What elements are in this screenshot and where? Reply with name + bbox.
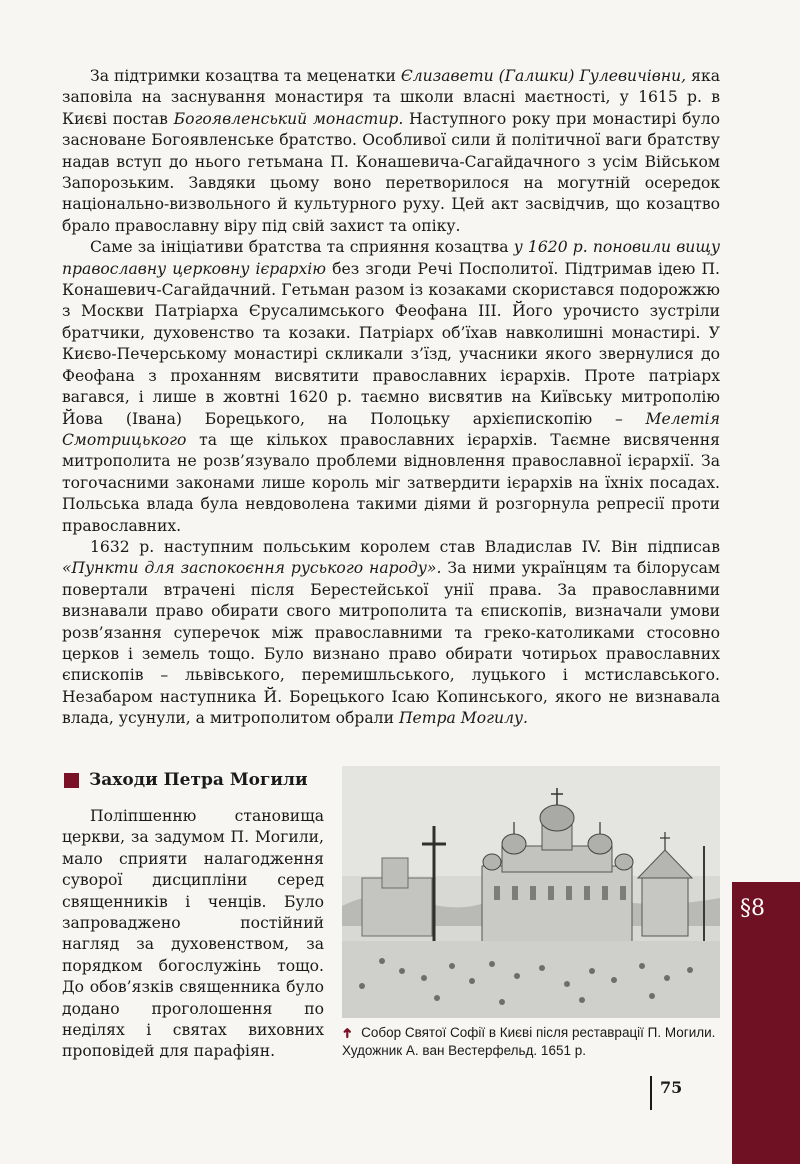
emphasis: Богоявленський монастир. — [173, 109, 404, 128]
text-span: 1632 р. наступним польським королем став Владислав IV. Він підписав — [90, 537, 720, 556]
cathedral-illustration — [342, 766, 720, 1018]
cathedral-drawing — [342, 766, 720, 1018]
chapter-label: §8 — [740, 896, 765, 921]
page-number: 75 — [660, 1078, 683, 1097]
caption-text: Собор Святої Софії в Києві після реставрації П. Могили. Художник А. ван Вестерфельд. 1651 р. — [342, 1025, 716, 1058]
emphasis: «Пункти для заспокоєння руського народу». — [62, 559, 442, 578]
section-paragraph: Поліпшенню становища церкви, за задумом П. Могили, мало сприяти налагодження суворої дисципліни серед священників і ченців. Було запроваджено постійний нагляд за духовенством, за порядком богослужінь тощо. До обов’язків священника було додано проголошення по неділях і святах виховних проповідей для парафіян. — [62, 807, 324, 1061]
bullet-square-icon — [64, 773, 79, 788]
section-text — [62, 806, 324, 1063]
page-divider — [650, 1076, 652, 1110]
text-span: яка заповіла на заснування монастиря та школи власні маєтності, у 1615 р. в Києві постав — [62, 67, 720, 128]
text-span: без згоди Речі Посполитої. Підтримав ідею П. Конашевич-Сагайдачний. Гетьман разом із козаками скористався подорожжю з Москви Патріарха Єрусалимського Феофана III. Його урочисто зустріли братчики, духовенство та козаки. Патріарх об’їхав навколишні монастирі. У Києво-Печерському монастирі скликали з’їзд, учасники якого звернулися до Феофана з проханням висвятити православних ієрархів. Проте патріарх вагався, і лише в жовтні 1620 р. таємно висвятив на Київську митрополію Йова (Івана) Борецького, на Полоцьку архієпископію – — [62, 259, 720, 428]
chapter-tab — [732, 882, 800, 1164]
emphasis: Петра Могилу. — [398, 709, 528, 728]
section-title: Заходи Петра Могили — [89, 770, 308, 790]
paragraph-3 — [62, 537, 720, 730]
figure-caption — [339, 1024, 732, 1060]
emphasis: Мелетія Смотрицького — [62, 409, 720, 449]
emphasis: Єлизавети (Галшки) Гулевичівни, — [400, 67, 687, 85]
paragraph-1 — [62, 66, 720, 237]
main-text — [62, 66, 720, 730]
section-heading — [64, 770, 334, 790]
text-span: За підтримки козацтва та меценатки — [90, 67, 401, 85]
arrow-up-icon: ➜ — [339, 1027, 355, 1039]
emphasis: у 1620 р. поновили вищу православну церковну ієрархію — [62, 238, 721, 278]
text-span: За ними українцям та білорусам повертали втрачені після Берестейської унії права. За православними визнавали право обирати свого митрополита та єпископів, визначали умови розв’язання суперечок між православними та греко-католиками стосовно церков і земель тощо. Було визнано право обирати чотирьох православних єпископів – львівського, перемишльського, луцького і мстиславського. Незабаром наступника Й. Борецького Ісаю Копинського, якого не визнавала влада, усунули, а митрополитом обрали — [62, 559, 721, 728]
text-span: та ще кількох православних ієрархів. Таємне висвячення митрополита не розв’язувало проблеми відновлення православної ієрархії. За тогочасними законами лише король міг затвердити ієрархів на їхніх посадах. Польська влада була невдоволена такими діями й розгорнула репресії проти православних. — [62, 430, 720, 535]
text-span: Наступного року при монастирі було засноване Богоявленське братство. Особливої сили й політичної ваги братству надав вступ до нього гетьмана П. Конашевича-Сагайдачного з усім Військом Запорозьким. Завдяки цьому воно перетворилося на могутній осередок національно-визвольного й культурного руху. Цей акт засвідчив, що козацтво брало православну віру під свій захист та опіку. — [62, 109, 720, 235]
paragraph-2 — [62, 237, 720, 537]
text-span: Саме за ініціативи братства та сприяння козацтва — [90, 238, 514, 257]
